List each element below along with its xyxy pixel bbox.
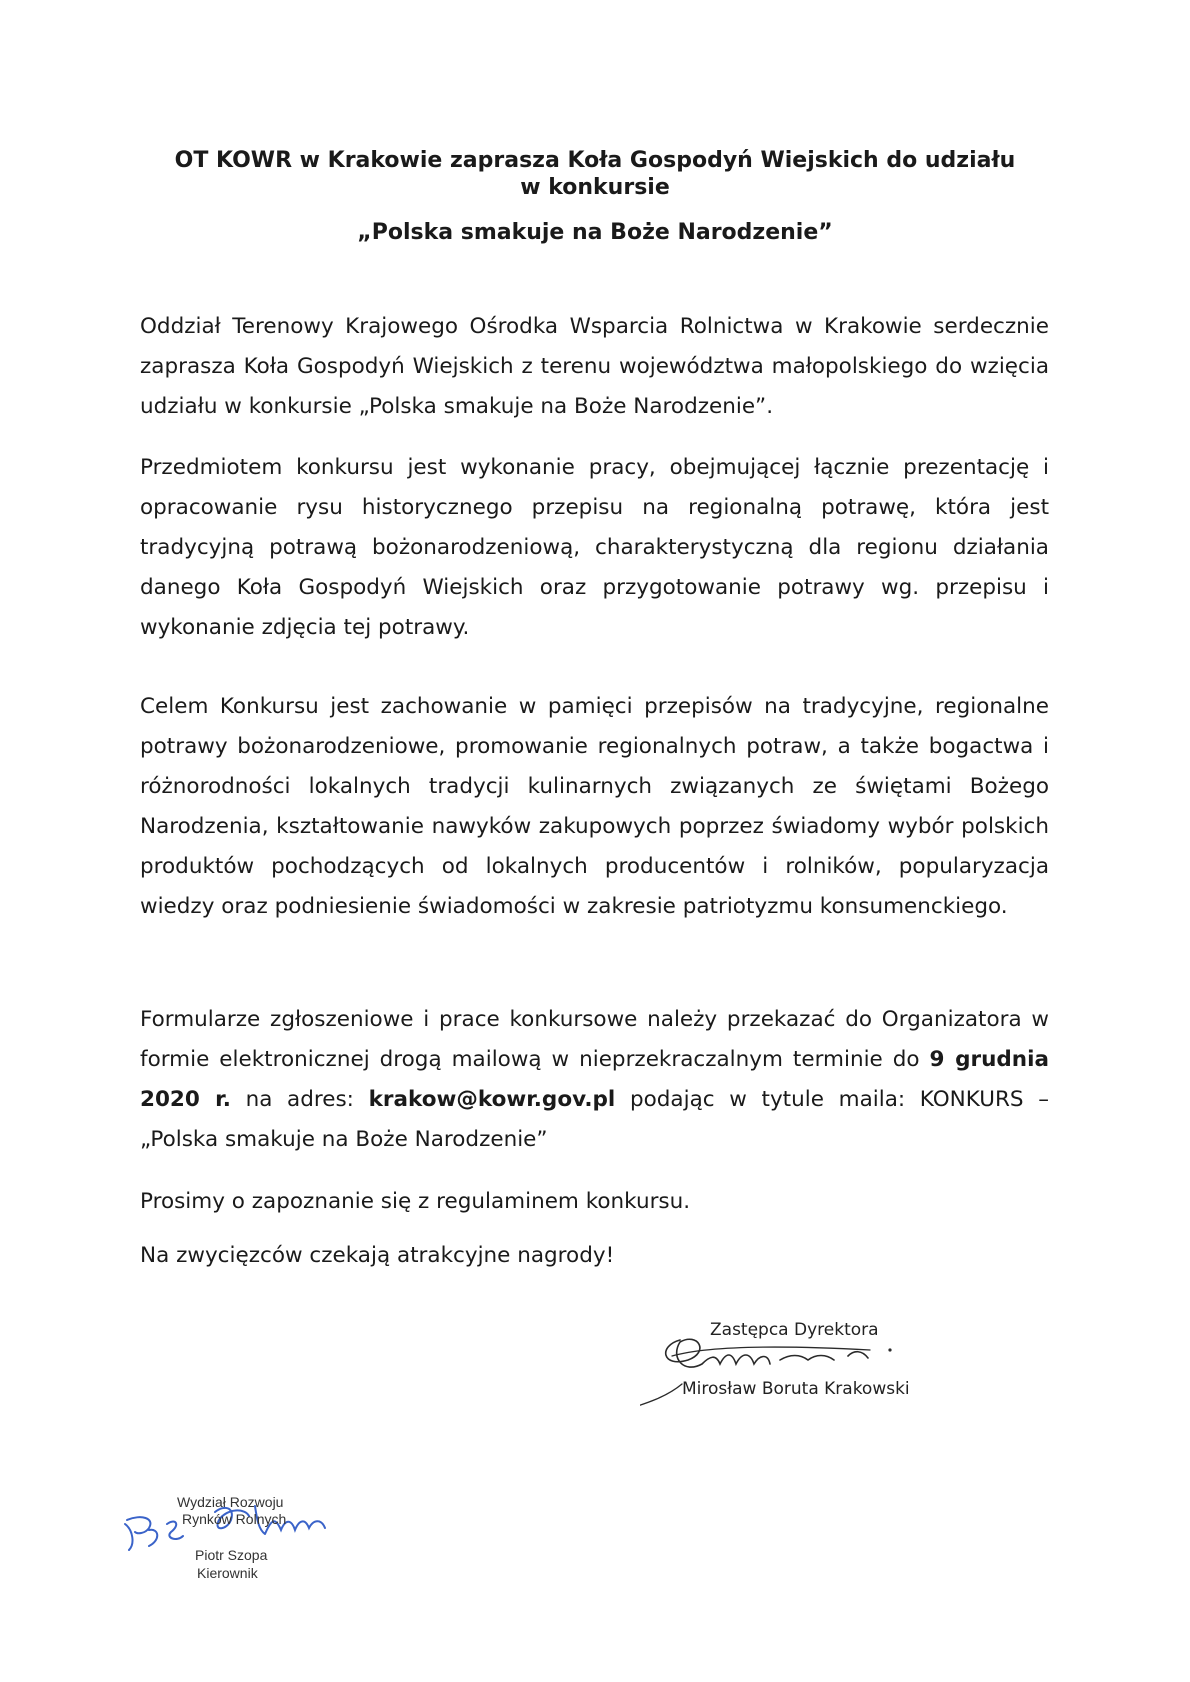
department-stamp [115, 1490, 375, 1600]
paragraph-subject: Przedmiotem konkursu jest wykonanie pracy, obejmującej łącznie prezentację i opracowanie rysu historycznego przepisu na regionalną potrawę, która jest tradycyjną potrawą bożonarodzeniową, charakterystyczną dla regionu działania danego Koła Gospodyń Wiejskich oraz przygotowanie potrawy wg. przepisu i wykonanie zdjęcia tej potrawy. [140, 455, 1049, 640]
stamp-person-role: Kierownik [197, 1565, 258, 1581]
paragraph-submission [140, 1000, 1049, 1160]
submission-text-2: na adres: [230, 1087, 369, 1112]
handwritten-signature [640, 1298, 960, 1428]
submission-text-1: Formularze zgłoszeniowe i prace konkursowe należy przekazać do Organizatora w formie elektronicznej drogą mailową w nieprzekraczalnym terminie do [140, 1007, 1049, 1072]
signatory-name: Mirosław Boruta Krakowski [682, 1379, 910, 1399]
stamp-person-name: Piotr Szopa [195, 1547, 268, 1563]
contact-email: krakow@kowr.gov.pl [368, 1087, 616, 1112]
submission-text-3: podając w tytule maila: KONKURS – „Polska smakuje na Boże Narodzenie” [140, 1087, 1049, 1152]
director-signature [640, 1298, 960, 1428]
paragraph-goal: Celem Konkursu jest zachowanie w pamięci przepisów na tradycyjne, regionalne potrawy bożonarodzeniowe, promowanie regionalnych potraw, a także bogactwa i różnorodności lokalnych tradycji kulinarnych związanych ze świętami Bożego Narodzenia, kształtowanie nawyków zakupowych poprzez świadomy wybór polskich produktów pochodzących od lokalnych producentów i rolników, popularyzacja wiedzy oraz podniesienie świadomości w zakresie patriotyzmu konsumenckiego. [140, 694, 1049, 919]
paragraph-rules: Prosimy o zapoznanie się z regulaminem konkursu. [140, 1189, 691, 1214]
stamp-department-line-2: Rynków Rolnych [182, 1511, 287, 1527]
contest-title: „Polska smakuje na Boże Narodzenie” [357, 220, 833, 245]
paragraph-invitation: Oddział Terenowy Krajowego Ośrodka Wsparcia Rolnictwa w Krakowie serdecznie zaprasza Koła Gospodyń Wiejskich z terenu województwa małopolskiego do wzięcia udziału w konkursie „Polska smakuje na Boże Narodzenie”. [140, 314, 1049, 419]
deadline-date: 9 grudnia 2020 r. [140, 1047, 1049, 1112]
paragraph-prizes: Na zwycięzców czekają atrakcyjne nagrody! [140, 1243, 615, 1268]
signatory-role: Zastępca Dyrektora [710, 1320, 879, 1340]
heading-line-2: w konkursie [520, 175, 670, 200]
stamp-department-line-1: Wydział Rozwoju [177, 1494, 284, 1510]
heading-line-1: OT KOWR w Krakowie zaprasza Koła Gospodyń Wiejskich do udziału [174, 148, 1016, 173]
